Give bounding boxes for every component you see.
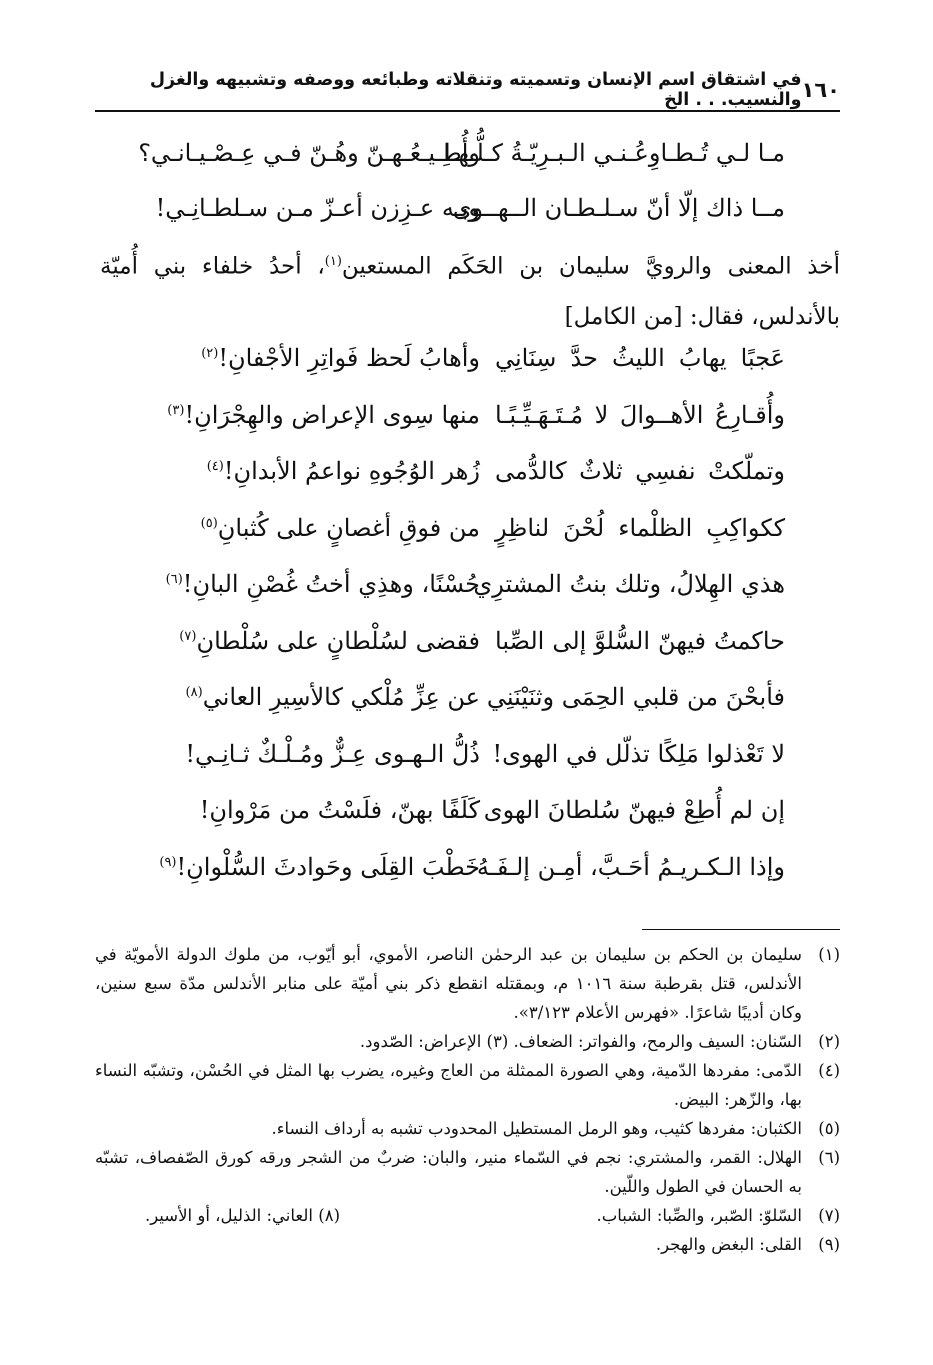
footnote-text: السّلوّ: الصّبر، والصِّبا: الشباب. — [596, 1206, 802, 1225]
verse-second-hemistich: وبـه عـزِزن أعـزّ مـن سـلطـانِـي! — [155, 193, 480, 222]
verse-line — [95, 726, 840, 783]
footnote-text: الهلال: القمر، والمشتري: نجم في السّماء منير، والبان: ضربٌ من الشجر ورقه كورق الصّفصاف، تشبّه به الحسان في الطول واللّين. — [95, 1148, 802, 1196]
prose-text: أخذ المعنى والرويَّ سليمان بن الحَكَم المستعين — [341, 253, 840, 280]
verse-first-hemistich: ككواكِبِ الظلْماء لُحْنَ لناظِرٍ — [495, 513, 785, 542]
hemistich-text: وأهابُ لَحظ فَواتِرِ الأجْفانِ! — [218, 344, 480, 373]
verse-second-hemistich — [135, 683, 480, 711]
verse-line — [95, 443, 840, 500]
verse-second-hemistich — [135, 853, 480, 881]
verse-first-hemistich: وإذا الـكـريـمُ أحَـبَّ، أمِـن إلـفَـهُ — [476, 852, 785, 881]
verse-second-hemistich — [135, 457, 480, 485]
footnote-pair-texts — [95, 1201, 802, 1230]
verse-line — [95, 782, 840, 839]
footnote — [95, 1056, 840, 1114]
hemistich-text: خَطْبَ القِلَى وحَوادثَ السُّلْوانِ! — [176, 852, 480, 881]
hemistich-text: من فوقِ أغصانٍ على كُثبانِ — [217, 513, 480, 542]
footnote-text: (٨) العاني: الذليل، أو الأسير. — [144, 1206, 340, 1225]
hemistich-text: زُهر الوُجُوهِ نواعمُ الأبدانِ! — [223, 457, 480, 486]
running-title: في اشتقاق اسم الإنسان وتسميته وتنقلاته وطبائعه ووصفه وتشبيهه والغزل والنسيب. . . الخ — [149, 70, 802, 110]
prose-paragraph — [100, 237, 840, 342]
verse-first-hemistich: فأبحْنَ من قلبي الحِمَى وثنَيْنَنِي — [486, 683, 785, 712]
footnote-ref: (٧) — [179, 628, 197, 644]
verse-line — [95, 613, 840, 670]
footnote-ref: (٢) — [201, 346, 219, 362]
verse-second-hemistich: وأُطِـيـعُـهـنّ وهُـنّ فـي عِـصْـيـانـي؟ — [138, 138, 480, 167]
footnote-number: (٦) — [818, 1148, 840, 1167]
verse-line — [95, 387, 840, 444]
footnote-ref: (٩) — [159, 854, 177, 870]
footnote-ref: (١) — [324, 254, 342, 269]
verse-second-hemistich — [135, 796, 480, 824]
footnote — [95, 940, 840, 1027]
verse-second-hemistich — [135, 627, 480, 655]
hemistich-text: عن عِزِّ مُلْكي كالأسِيرِ العاني — [202, 683, 480, 712]
footnote-number: (٥) — [818, 1119, 840, 1138]
verse-first-hemistich: حاكمتُ فيهنّ السُّلوَّ إلى الصِّبا — [495, 626, 785, 655]
footnote-text: السّنان: السيف والرمح، والفواتر: الضعاف. (٣) الإعراض: الصّدود. — [359, 1032, 802, 1051]
hemistich-text: منها سِوى الإعراض والهِجْرَانِ! — [184, 400, 480, 429]
footnote — [95, 1143, 840, 1201]
hemistich-text: ذُلُّ الـهـوى عِـزٌّ ومُـلْـكٌ ثـانِـي! — [185, 739, 480, 768]
footnote-number: (٩) — [818, 1235, 840, 1254]
verse-second-hemistich — [135, 570, 480, 598]
opening-verses — [95, 125, 840, 235]
footnote-pair — [95, 1201, 840, 1230]
verse-line — [95, 180, 840, 235]
footnote — [95, 1027, 840, 1056]
verse-line — [95, 125, 840, 180]
verse-second-hemistich — [135, 740, 480, 768]
footnote-text: الكثبان: مفردها كثيب، وهو الرمل المستطيل المحدودب تشبه به أرداف النساء. — [271, 1119, 802, 1138]
hemistich-text: كَلَفًا بهنّ، فلَسْتُ من مَرْوانِ! — [199, 796, 480, 825]
verse-line — [95, 500, 840, 557]
page-number: ١٦٠ — [801, 78, 840, 102]
prose-text-continued: ، أحدُ خلفاء بني أُميّة بالأندلس، فقال: [من الكامل] — [100, 253, 840, 330]
verse-first-hemistich: لا تَعْذلوا مَلِكًا تذلّل في الهوى! — [492, 739, 785, 768]
verse-line — [95, 839, 840, 896]
verse-second-hemistich — [135, 514, 480, 542]
footnote-text: الدّمى: مفردها الدّمية، وهي الصورة الممثلة من العاج وغيره، يضرب بها المثل في الحُسْن، وتشبّه النساء بها، والزّهر: البيض. — [95, 1061, 802, 1109]
footnote-ref: (٨) — [185, 685, 203, 701]
footnote-number: (٢) — [818, 1032, 840, 1051]
footnote-ref: (٤) — [206, 459, 224, 475]
verse-first-hemistich: وأُقـارِعُ الأهــوالَ لا مُـتَـهَـيِّـبًـا — [495, 400, 785, 429]
verse-first-hemistich: هذي الهِلالُ، وتلك بنتُ المشترِي — [473, 570, 785, 599]
footnote-ref: (٣) — [167, 402, 185, 418]
verse-first-hemistich: وتملّكتْ نفسِي ثلاثٌ كالدُّمى — [495, 457, 785, 486]
verse-line — [95, 556, 840, 613]
footnotes — [95, 940, 840, 1259]
footnote — [95, 1230, 840, 1259]
footnote-number: (٤) — [818, 1061, 840, 1080]
footnote-ref: (٦) — [165, 572, 183, 588]
verse-first-hemistich: مــا ذاك إلّا أنّ سـلـطـان الــهــوى — [452, 193, 785, 222]
footnote-text: سليمان بن الحكم بن سليمان بن عبد الرحمٰن الناصر، الأموي، أبو أيّوب، من ملوك الدولة الأمويّة في الأندلس، قتل بقرطبة سنة ١٠١٦ م، وبمقتله انقطع ذكر بني أميّة على منابر الأندلس مدّة سبع سنين، وكان أديبًا شاعرًا. «فهرس الأعلام ٣/١٢٣». — [95, 945, 802, 1022]
page-header — [95, 70, 840, 110]
hemistich-text: حُسْنًا، وهذِي أختُ غُصْنِ البانِ! — [182, 570, 480, 599]
verse-first-hemistich: مـا لـي تُـطـاوِعُـنـي الـبـرِيّـةُ كـلُّـهـا — [444, 138, 785, 167]
verse-second-hemistich — [135, 344, 480, 372]
verse-second-hemistich — [135, 401, 480, 429]
verse-line — [95, 330, 840, 387]
verse-first-hemistich: إن لم أُطِعْ فيهنّ سُلطانَ الهوى — [483, 796, 785, 825]
verse-first-hemistich: عَجبًا يهابُ الليثُ حدَّ سِنَانِي — [495, 344, 785, 373]
verse-line — [95, 669, 840, 726]
footnote-divider — [642, 929, 840, 930]
footnote-number: (١) — [818, 945, 840, 964]
footnote-ref: (٥) — [200, 515, 218, 531]
footnote — [95, 1114, 840, 1143]
footnote-text: القلى: البغض والهجر. — [655, 1235, 802, 1254]
footnote-number: (٧) — [818, 1206, 840, 1225]
hemistich-text: فقضى لسُلْطانٍ على سُلْطانِ — [196, 626, 480, 655]
header-divider — [95, 110, 840, 112]
poem-verses — [95, 330, 840, 895]
